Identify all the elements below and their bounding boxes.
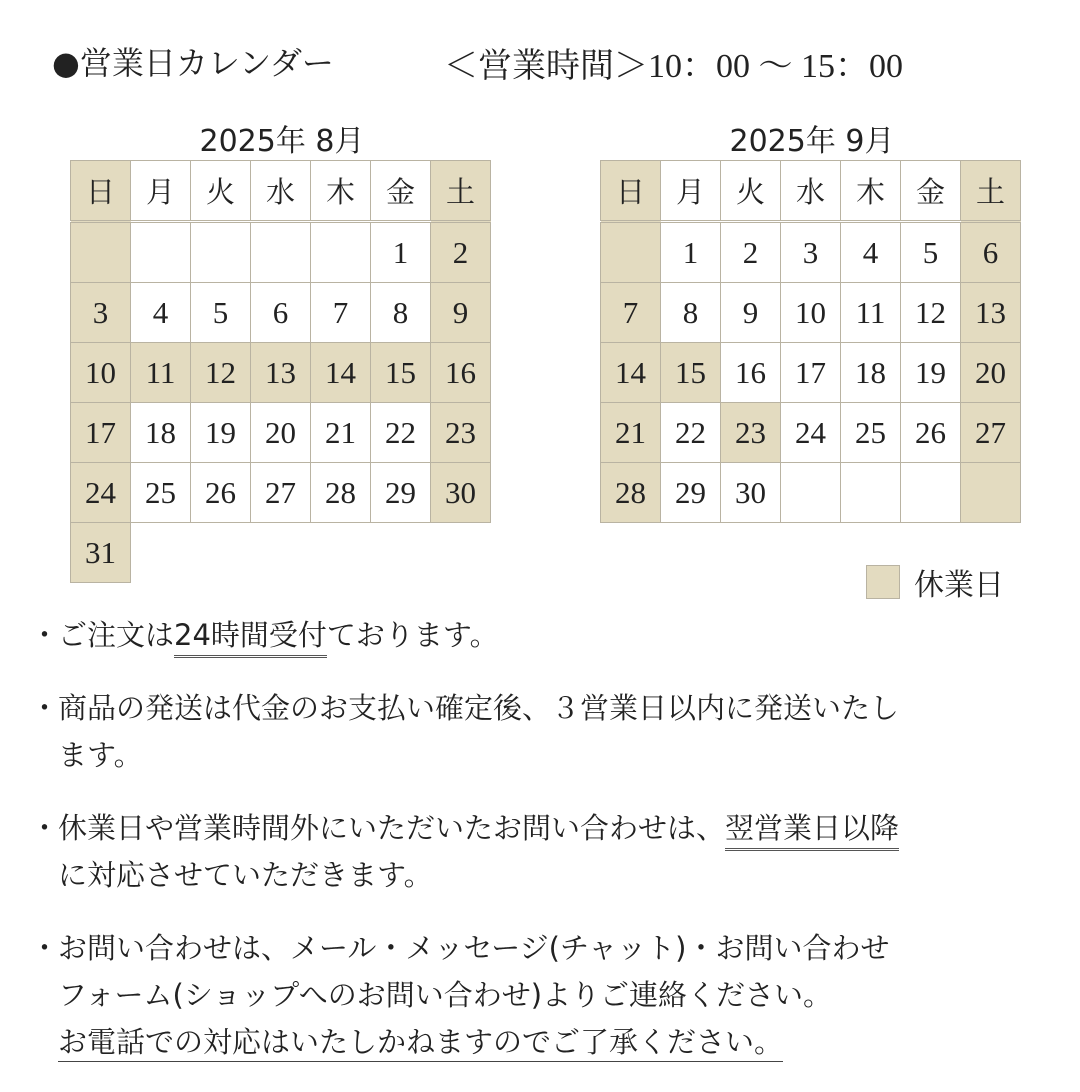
day-cell: 16 bbox=[721, 343, 781, 403]
note-text: に対応させていただきます。 bbox=[58, 858, 433, 892]
weekday-cell: 日 bbox=[71, 161, 131, 222]
day-cell: 31 bbox=[71, 523, 131, 583]
note-item bbox=[24, 612, 1054, 659]
day-cell bbox=[901, 463, 961, 523]
week-row bbox=[601, 403, 1021, 463]
day-cell: 13 bbox=[251, 343, 311, 403]
day-cell: 2 bbox=[721, 222, 781, 283]
day-cell: 21 bbox=[311, 403, 371, 463]
note-text: お問い合わせは、メール・メッセージ(チャット)・お問い合わせ bbox=[58, 931, 890, 965]
day-cell: 21 bbox=[601, 403, 661, 463]
day-cell: 3 bbox=[781, 222, 841, 283]
day-cell: 11 bbox=[131, 343, 191, 403]
day-cell: 5 bbox=[901, 222, 961, 283]
day-cell: 9 bbox=[721, 283, 781, 343]
day-cell bbox=[841, 463, 901, 523]
day-cell: 17 bbox=[781, 343, 841, 403]
week-row bbox=[601, 463, 1021, 523]
day-cell: 6 bbox=[251, 283, 311, 343]
weekday-cell: 火 bbox=[721, 161, 781, 222]
day-cell: 17 bbox=[71, 403, 131, 463]
day-cell: 26 bbox=[901, 403, 961, 463]
day-cell bbox=[961, 463, 1021, 523]
day-cell: 1 bbox=[371, 222, 431, 283]
day-cell: 7 bbox=[311, 283, 371, 343]
day-cell: 24 bbox=[781, 403, 841, 463]
note-text: 休業日や営業時間外にいただいたお問い合わせは、 bbox=[58, 811, 726, 845]
note-text: 商品の発送は代金のお支払い確定後、３営業日以内に発送いたし bbox=[58, 691, 900, 725]
bullet: ・ bbox=[30, 811, 60, 845]
page-header bbox=[52, 38, 903, 85]
empty-slot bbox=[251, 523, 311, 583]
weekday-cell: 金 bbox=[371, 161, 431, 222]
note-emphasis: 24時間受付 bbox=[174, 618, 327, 658]
day-cell: 19 bbox=[901, 343, 961, 403]
weekday-cell: 水 bbox=[251, 161, 311, 222]
week-row bbox=[71, 343, 491, 403]
day-cell: 6 bbox=[961, 222, 1021, 283]
day-cell: 30 bbox=[721, 463, 781, 523]
day-cell: 28 bbox=[311, 463, 371, 523]
weekday-cell: 日 bbox=[601, 161, 661, 222]
day-cell: 18 bbox=[841, 343, 901, 403]
calendar-title-august: 2025年 8月 bbox=[199, 124, 365, 159]
weekday-header-row bbox=[601, 161, 1021, 222]
day-cell: 1 bbox=[661, 222, 721, 283]
legend bbox=[866, 560, 1004, 604]
day-cell bbox=[191, 222, 251, 283]
day-cell bbox=[251, 222, 311, 283]
legend-label: 休業日 bbox=[914, 568, 1004, 603]
empty-slot bbox=[431, 523, 491, 583]
weekday-cell: 土 bbox=[961, 161, 1021, 222]
day-cell: 27 bbox=[961, 403, 1021, 463]
day-cell: 13 bbox=[961, 283, 1021, 343]
week-row bbox=[71, 222, 491, 283]
day-cell bbox=[71, 222, 131, 283]
calendar-title-september: 2025年 9月 bbox=[729, 124, 895, 159]
day-cell: 26 bbox=[191, 463, 251, 523]
weekday-cell: 木 bbox=[841, 161, 901, 222]
day-cell: 12 bbox=[901, 283, 961, 343]
day-cell bbox=[601, 222, 661, 283]
empty-slot bbox=[191, 523, 251, 583]
day-cell: 9 bbox=[431, 283, 491, 343]
note-item bbox=[24, 805, 1054, 899]
weekday-header-row bbox=[71, 161, 491, 222]
day-cell: 16 bbox=[431, 343, 491, 403]
day-cell: 10 bbox=[781, 283, 841, 343]
day-cell: 23 bbox=[721, 403, 781, 463]
day-cell: 11 bbox=[841, 283, 901, 343]
day-cell: 22 bbox=[661, 403, 721, 463]
page-title: ●営業日カレンダー bbox=[52, 44, 334, 82]
weekday-cell: 火 bbox=[191, 161, 251, 222]
day-cell: 27 bbox=[251, 463, 311, 523]
note-item bbox=[24, 685, 1054, 779]
weekday-cell: 水 bbox=[781, 161, 841, 222]
day-cell: 14 bbox=[311, 343, 371, 403]
note-text: ご注文は bbox=[58, 618, 175, 652]
weekday-cell: 土 bbox=[431, 161, 491, 222]
empty-slot bbox=[311, 523, 371, 583]
bullet: ・ bbox=[30, 618, 60, 652]
day-cell: 20 bbox=[251, 403, 311, 463]
weekday-cell: 木 bbox=[311, 161, 371, 222]
week-row bbox=[71, 523, 491, 583]
day-cell: 25 bbox=[131, 463, 191, 523]
weekday-cell: 金 bbox=[901, 161, 961, 222]
week-row bbox=[71, 463, 491, 523]
day-cell: 19 bbox=[191, 403, 251, 463]
day-cell bbox=[311, 222, 371, 283]
day-cell: 30 bbox=[431, 463, 491, 523]
day-cell: 15 bbox=[661, 343, 721, 403]
note-text: ます。 bbox=[58, 738, 143, 772]
notes bbox=[24, 612, 1054, 1092]
note-item bbox=[24, 925, 1054, 1066]
day-cell: 18 bbox=[131, 403, 191, 463]
bullet: ・ bbox=[30, 691, 60, 725]
day-cell: 28 bbox=[601, 463, 661, 523]
day-cell bbox=[131, 222, 191, 283]
calendar-september bbox=[600, 160, 1021, 523]
day-cell: 4 bbox=[841, 222, 901, 283]
day-cell: 8 bbox=[371, 283, 431, 343]
calendar-august bbox=[70, 160, 491, 583]
day-cell bbox=[781, 463, 841, 523]
day-cell: 29 bbox=[371, 463, 431, 523]
note-text: フォーム(ショップへのお問い合わせ)よりご連絡ください。 bbox=[58, 978, 833, 1012]
business-hours: ＜営業時間＞10：00 ～ 15：00 bbox=[444, 48, 903, 85]
week-row bbox=[601, 222, 1021, 283]
day-cell: 25 bbox=[841, 403, 901, 463]
weekday-cell: 月 bbox=[661, 161, 721, 222]
week-row bbox=[601, 283, 1021, 343]
day-cell: 14 bbox=[601, 343, 661, 403]
day-cell: 5 bbox=[191, 283, 251, 343]
day-cell: 7 bbox=[601, 283, 661, 343]
empty-slot bbox=[371, 523, 431, 583]
day-cell: 20 bbox=[961, 343, 1021, 403]
week-row bbox=[71, 283, 491, 343]
week-row bbox=[601, 343, 1021, 403]
weekday-cell: 月 bbox=[131, 161, 191, 222]
day-cell: 22 bbox=[371, 403, 431, 463]
empty-slot bbox=[131, 523, 191, 583]
day-cell: 2 bbox=[431, 222, 491, 283]
day-cell: 15 bbox=[371, 343, 431, 403]
note-emphasis: 翌営業日以降 bbox=[725, 811, 899, 851]
day-cell: 23 bbox=[431, 403, 491, 463]
day-cell: 8 bbox=[661, 283, 721, 343]
bullet: ・ bbox=[30, 931, 60, 965]
day-cell: 12 bbox=[191, 343, 251, 403]
day-cell: 4 bbox=[131, 283, 191, 343]
day-cell: 3 bbox=[71, 283, 131, 343]
day-cell: 10 bbox=[71, 343, 131, 403]
day-cell: 29 bbox=[661, 463, 721, 523]
day-cell: 24 bbox=[71, 463, 131, 523]
week-row bbox=[71, 403, 491, 463]
note-emphasis: お電話での対応はいたしかねますのでご了承ください。 bbox=[58, 1025, 783, 1062]
legend-swatch bbox=[866, 565, 900, 599]
note-text: ております。 bbox=[326, 618, 499, 652]
